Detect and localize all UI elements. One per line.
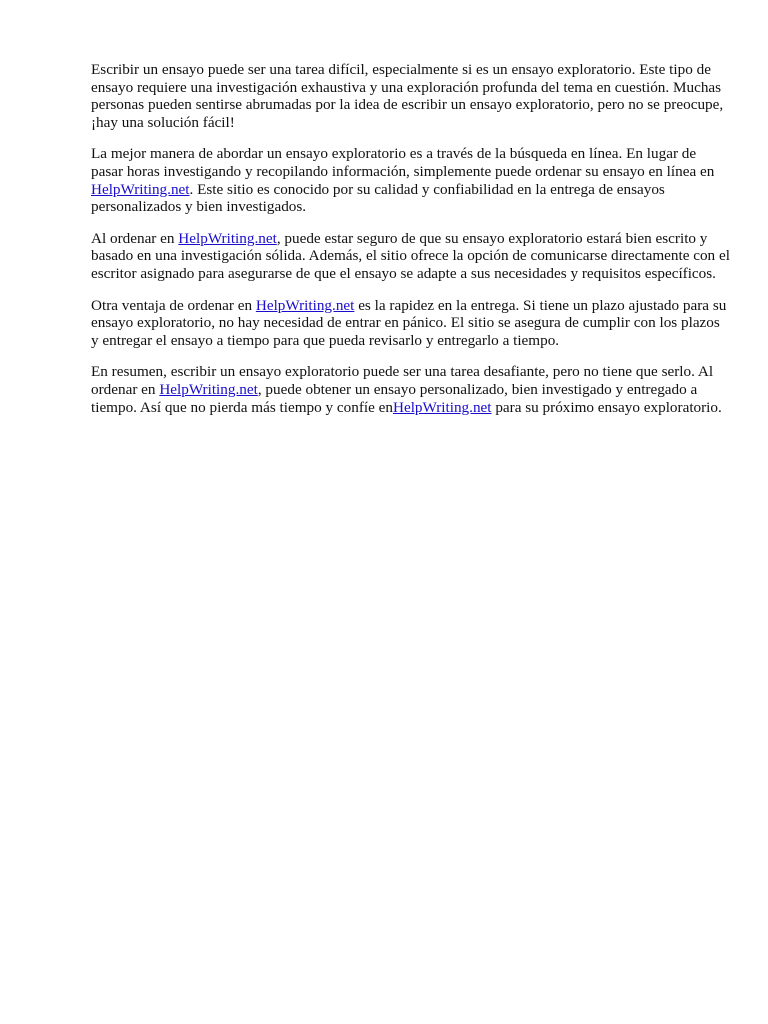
helpwriting-link[interactable]: HelpWriting.net: [159, 380, 258, 398]
paragraph-text: , puede obtener un ensayo personalizado, bien investigado y entregado a tiempo. Así que no pierda más tiempo y confíe en: [91, 380, 698, 416]
paragraph-text: Otra ventaja de ordenar en: [91, 296, 256, 314]
paragraph-text: para su próximo ensayo exploratorio.: [491, 398, 722, 416]
paragraph-text: En resumen, escribir un ensayo exploratorio puede ser una tarea desafiante, pero no tiene que serlo. Al ordenar en: [91, 363, 714, 398]
paragraph-text: . Este sitio es conocido por su calidad y confiabilidad en la entrega de ensayos personalizados y bien investigados.: [91, 180, 665, 216]
helpwriting-link[interactable]: HelpWriting.net: [255, 296, 355, 314]
helpwriting-link[interactable]: HelpWriting.net: [178, 229, 277, 247]
helpwriting-link[interactable]: HelpWriting.net: [91, 180, 190, 198]
paragraph-text: Al ordenar en: [91, 229, 179, 247]
helpwriting-link[interactable]: HelpWriting.net: [393, 398, 492, 416]
paragraph-text: es la rapidez en la entrega. Si tiene un plazo ajustado para su ensayo exploratorio, no hay necesidad de entrar en pánico. El sitio se asegura de cumplir con los plazos y entregar el ensayo a tiempo para que pueda revisarlo y entregarlo a tiempo.: [91, 296, 727, 349]
paragraph-speed: [91, 297, 731, 350]
document-body: [91, 61, 731, 430]
paragraph-online-search: [91, 145, 731, 215]
paragraph-text: La mejor manera de abordar un ensayo exploratorio es a través de la búsqueda en línea. En lugar de pasar horas investigando y recopilando información, simplemente puede ordenar su ensayo en línea en: [91, 145, 715, 180]
paragraph-text: Escribir un ensayo puede ser una tarea difícil, especialmente si es un ensayo exploratorio. Este tipo de ensayo requiere una investigación exhaustiva y una exploración profunda del tema en cuestión. Muchas personas pueden sentirse abrumadas por la idea de escribir un ensayo exploratorio, pero no se preocupe, ¡hay una solución fácil!: [91, 61, 724, 131]
paragraph-text: , puede estar seguro de que su ensayo exploratorio estará bien escrito y basado en una investigación sólida. Además, el sitio ofrece la opción de comunicarse directamente con el escritor asignado para asegurarse de que el ensayo se adapte a sus necesidades y requisitos específicos.: [91, 229, 730, 282]
paragraph-summary: [91, 363, 731, 416]
paragraph-quality: [91, 230, 731, 283]
paragraph-intro: [91, 61, 731, 131]
